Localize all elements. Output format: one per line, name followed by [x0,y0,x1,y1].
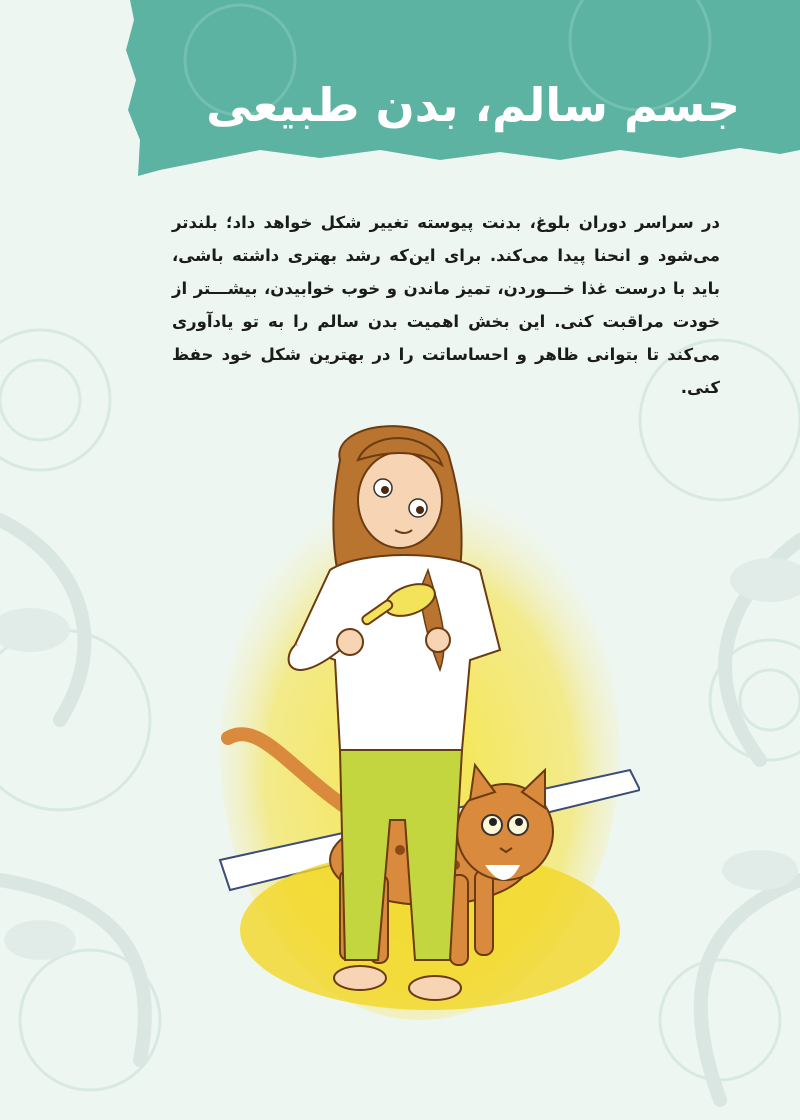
intro-paragraph: در سراسر دوران بلوغ، بدنت پیوسته تغییر شکل خواهد داد؛ بلندتر می‌شود و انحنا پیدا می‌کند. برای این‌که رشد بهتری داشته باشی، باید با درست غذا خـــوردن، تمیز ماندن و خوب خوابیدن، بیشـــتر از خودت مراقبت کنی. این بخش اهمیت بدن سالم را به تو یادآوری می‌کند تا بتوانی ظاهر و احساساتت را در بهترین شکل خود حفظ کنی. [172,213,720,397]
title-banner [120,0,800,178]
page-title: جسم سالم، بدن طبیعی [206,78,740,132]
illustration-girl-brushing-hair [200,420,640,1020]
